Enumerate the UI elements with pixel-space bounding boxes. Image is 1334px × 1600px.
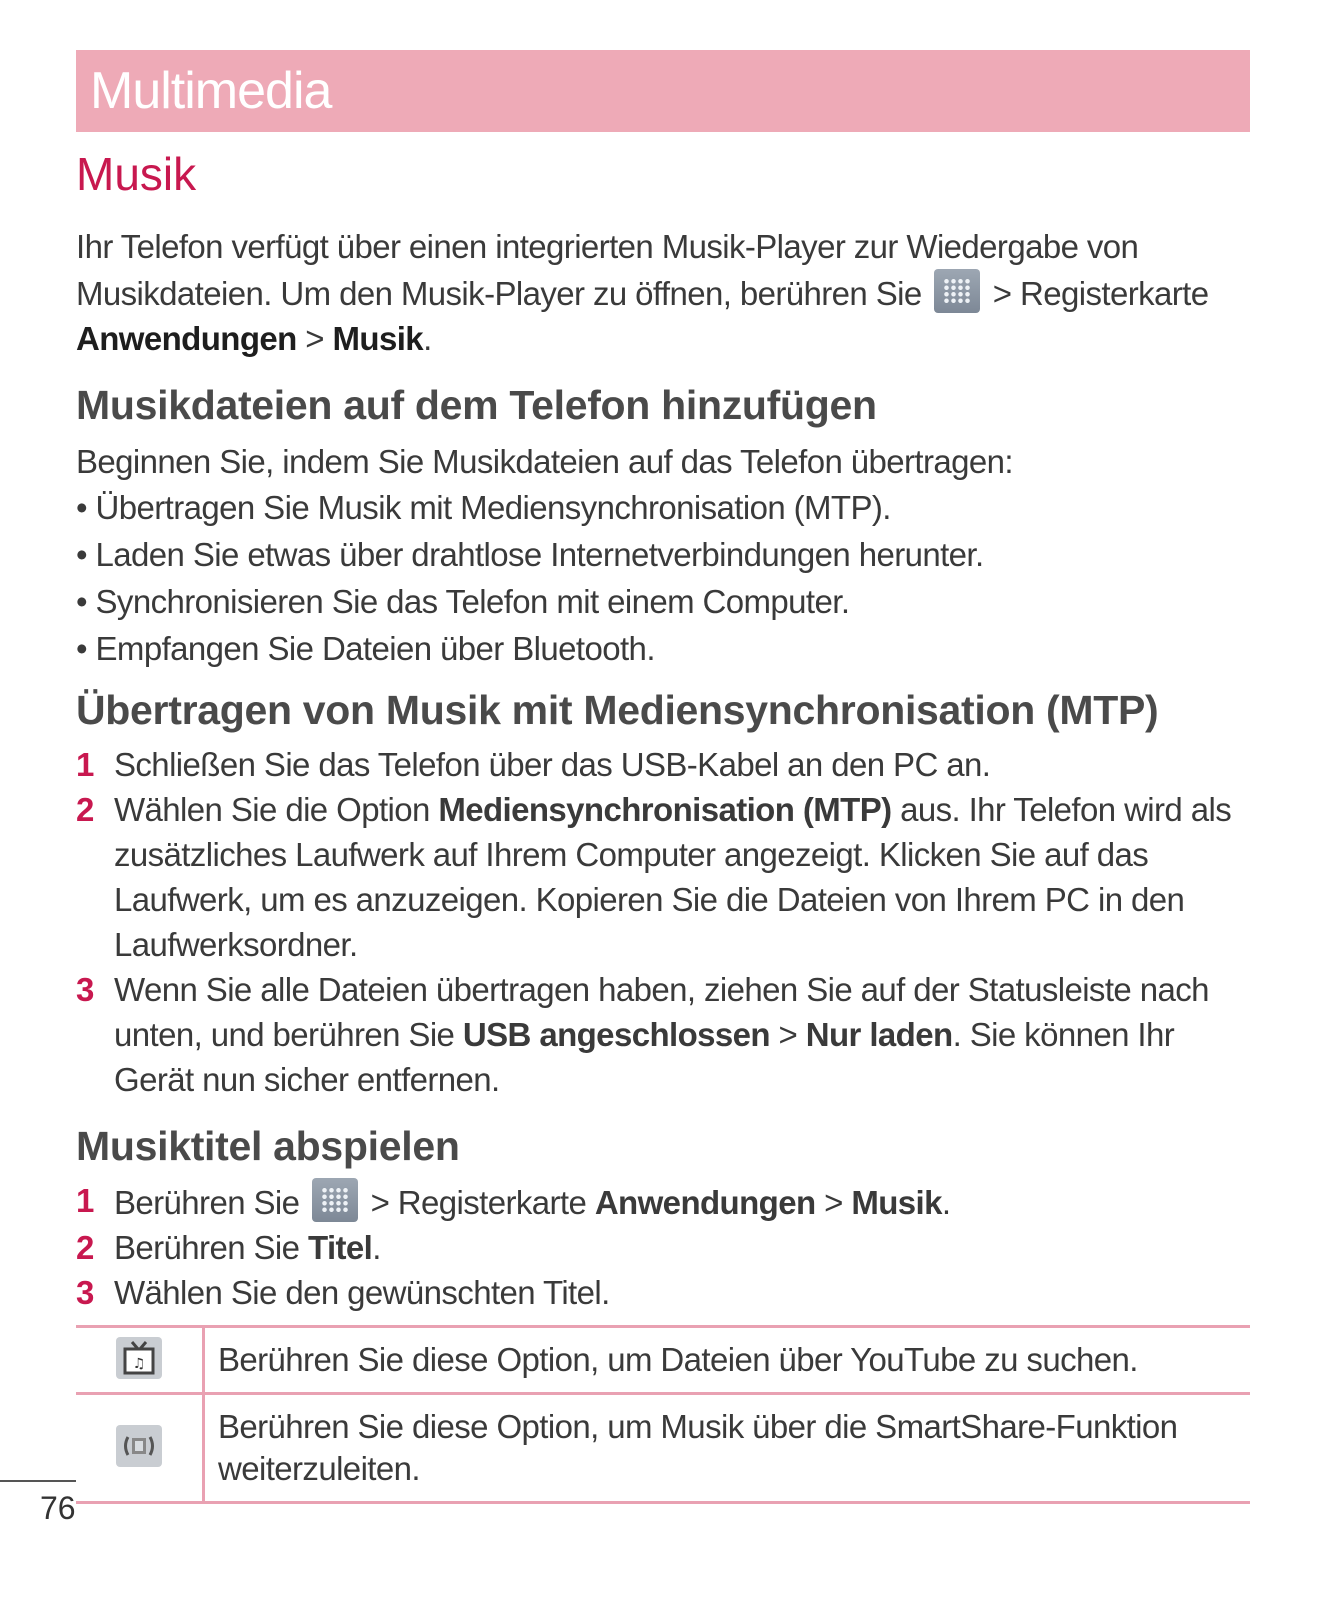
list-item: 1 Schließen Sie das Telefon über das USB-Kabel an den PC an. bbox=[76, 746, 991, 783]
list-item: 1 Berühren Sie > Registerkarte Anwendungen > Musik. bbox=[76, 1178, 1250, 1225]
section-title: Musik bbox=[76, 148, 197, 200]
smartshare-icon bbox=[114, 1423, 164, 1469]
footer-rule bbox=[0, 1480, 76, 1482]
icon-table bbox=[76, 1325, 1250, 1504]
add-bullet-list bbox=[76, 484, 1250, 672]
manual-page bbox=[76, 50, 1250, 1504]
list-item: 2 Berühren Sie Titel. bbox=[76, 1229, 381, 1266]
subsection-title-play: Musiktitel abspielen bbox=[76, 1123, 460, 1169]
description-cell: Berühren Sie diese Option, um Musik über die SmartShare-Funktion weiterzuleiten. bbox=[204, 1394, 1251, 1503]
icon-cell bbox=[76, 1327, 204, 1394]
subsection-title-add: Musikdateien auf dem Telefon hinzufügen bbox=[76, 382, 877, 428]
apps-grid-icon bbox=[934, 269, 980, 313]
apps-grid-icon bbox=[312, 1178, 358, 1222]
intro-paragraph: Ihr Telefon verfügt über einen integrierten Musik-Player zur Wiedergabe von Musikdateien. Um den Musik-Player zu öffnen, berühren Sie > Registerkarte Anwendungen > Musik. bbox=[76, 228, 1209, 357]
list-item: 3 Wenn Sie alle Dateien übertragen haben, ziehen Sie auf der Statusleiste nach unten, und berühren Sie USB angeschlossen > Nur laden. Sie können Ihr Gerät nun sicher entfernen. bbox=[76, 971, 1209, 1098]
list-item: • Laden Sie etwas über drahtlose Internetverbindungen herunter. bbox=[76, 536, 984, 573]
page-number: 76 bbox=[40, 1490, 76, 1526]
description-cell: Berühren Sie diese Option, um Dateien über YouTube zu suchen. bbox=[204, 1327, 1251, 1394]
list-item: • Synchronisieren Sie das Telefon mit einem Computer. bbox=[76, 583, 850, 620]
list-item: • Empfangen Sie Dateien über Bluetooth. bbox=[76, 630, 655, 667]
add-lead: Beginnen Sie, indem Sie Musikdateien auf das Telefon übertragen: bbox=[76, 443, 1013, 480]
list-item: 2 Wählen Sie die Option Mediensynchronisation (MTP) aus. Ihr Telefon wird als zusätzliches Laufwerk auf Ihrem Computer angezeigt. Klicken Sie auf das Laufwerk, um es anzuzeigen. Kopieren Sie die Dateien von Ihrem PC in den Laufwerksordner. bbox=[76, 791, 1232, 963]
mtp-steps bbox=[76, 742, 1250, 1102]
subsection-title-mtp: Übertragen von Musik mit Mediensynchronisation (MTP) bbox=[76, 687, 1159, 733]
table-row bbox=[76, 1327, 1250, 1394]
list-item: • Übertragen Sie Musik mit Mediensynchronisation (MTP). bbox=[76, 489, 891, 526]
chapter-banner: Multimedia bbox=[76, 50, 1250, 132]
icon-cell bbox=[76, 1394, 204, 1503]
youtube-icon bbox=[114, 1335, 164, 1381]
svg-text:♫: ♫ bbox=[132, 1355, 146, 1372]
list-item: 3 Wählen Sie den gewünschten Titel. bbox=[76, 1274, 610, 1311]
play-steps bbox=[76, 1178, 1250, 1315]
table-row bbox=[76, 1394, 1250, 1503]
